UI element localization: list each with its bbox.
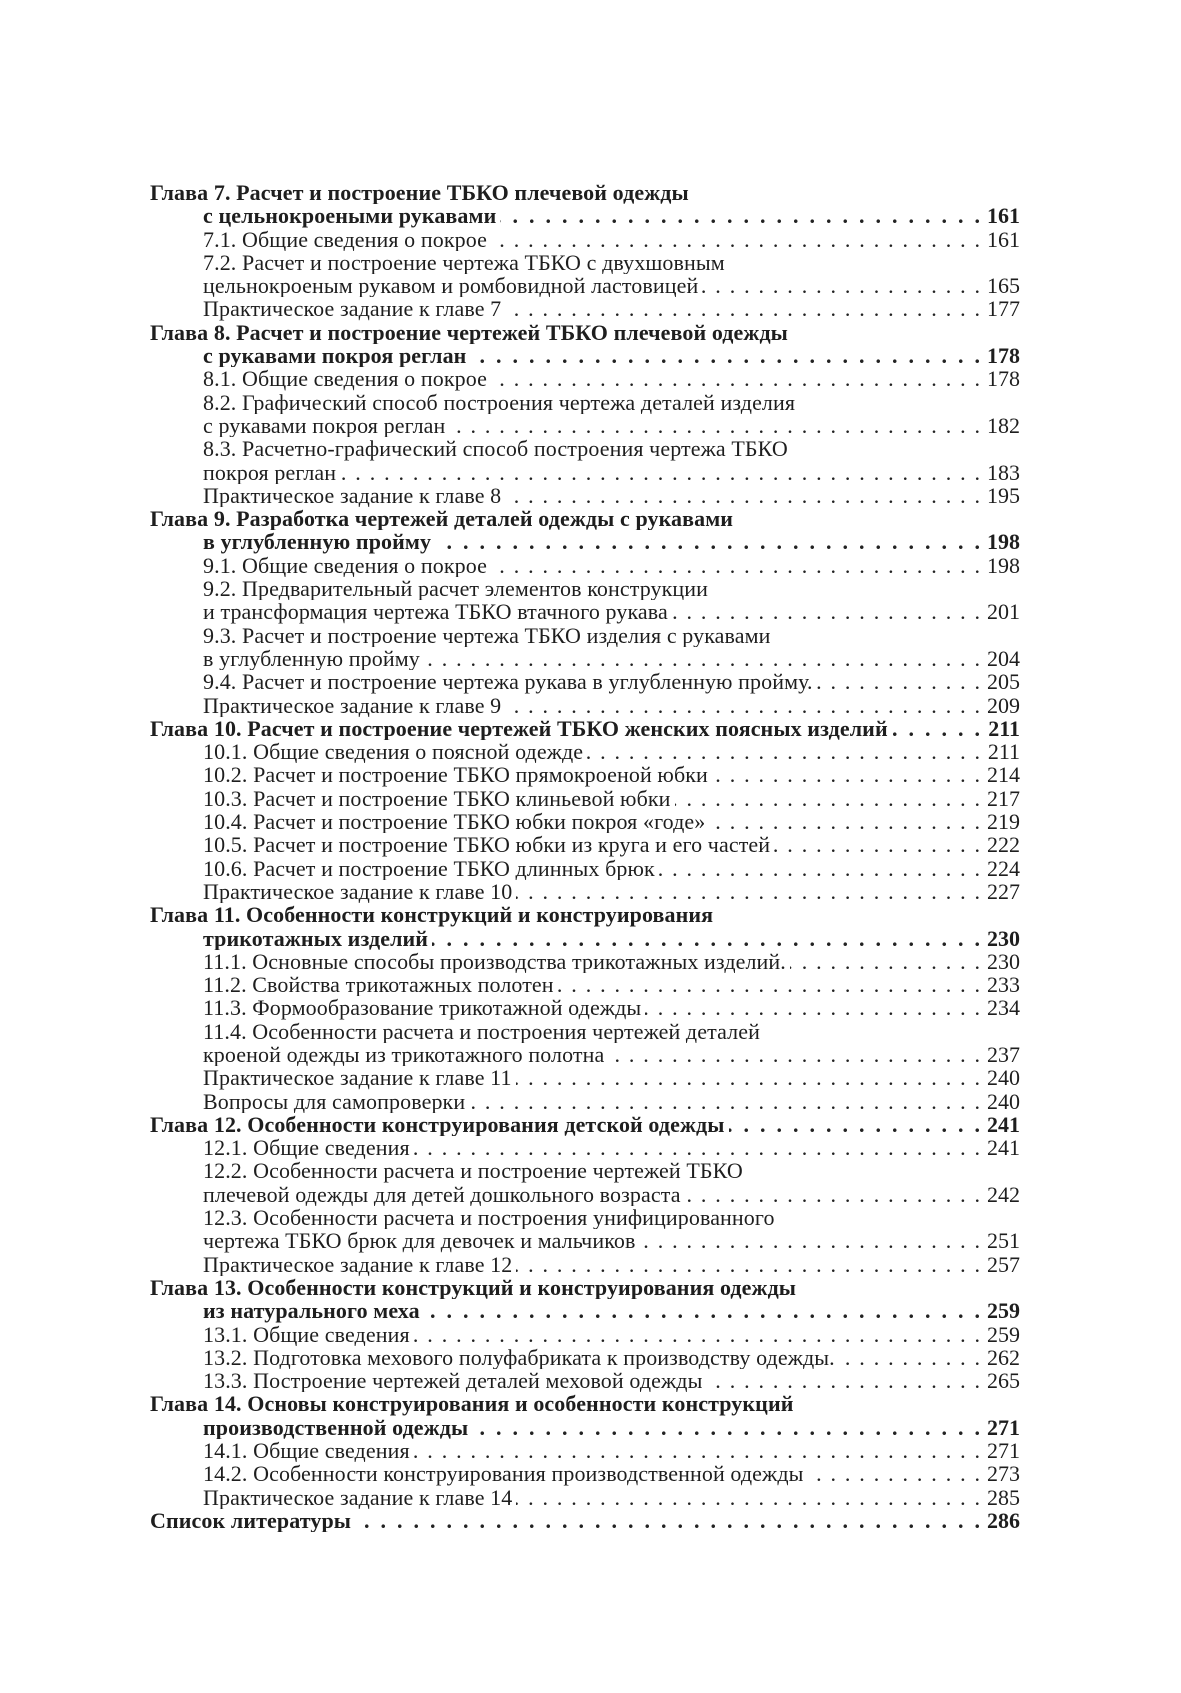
toc-entry-title: 9.3. Расчет и построение чертежа ТБКО изделия с рукавами [203, 623, 771, 647]
toc-page-number: 205 [987, 670, 1020, 694]
toc-entry-title: 14.1. Общие сведения [203, 1439, 410, 1463]
toc-entry [150, 670, 1020, 693]
toc-entry-title: 14.2. Особенности конструирования производственной одежды [203, 1462, 804, 1486]
toc-entry [150, 1136, 1020, 1159]
toc-entry [150, 367, 1020, 390]
toc-entry-title: 10.1. Общие сведения о поясной одежде [203, 740, 584, 764]
dot-leader [639, 1229, 980, 1252]
toc-page-number: 198 [987, 530, 1020, 554]
toc-page-number: 233 [987, 973, 1020, 997]
toc-page-number: 201 [987, 600, 1020, 624]
toc-page-number: 165 [987, 274, 1020, 298]
toc-page-number: 217 [987, 786, 1020, 811]
toc-entry [150, 1020, 1020, 1043]
dot-leader [685, 1183, 980, 1206]
toc-entry [150, 833, 1020, 856]
toc-page-number: 234 [987, 996, 1020, 1020]
toc-entry-title: 10.3. Расчет и построение ТБКО клиньевой юбки [203, 786, 671, 811]
toc-chapter-heading [150, 1509, 1020, 1532]
toc-entry-title: Глава 13. Особенности конструкций и конструирования одежды [150, 1275, 797, 1300]
toc-page-number: 240 [987, 1066, 1020, 1090]
toc-entry-title: 11.3. Формообразование трикотажной одежды [203, 996, 642, 1020]
toc-entry [150, 1416, 1020, 1439]
toc-entry [150, 554, 1020, 577]
dot-leader [500, 204, 980, 227]
toc-entry [150, 1323, 1020, 1346]
toc-entry-title: Практическое задание к главе 9 [203, 693, 502, 717]
toc-page-number: 204 [987, 646, 1020, 671]
dot-leader [706, 1369, 980, 1392]
toc-entry [150, 1299, 1020, 1322]
toc-chapter-heading [150, 717, 1020, 740]
toc-page-number: 178 [987, 344, 1020, 368]
dot-leader [790, 950, 980, 973]
toc-entry [150, 414, 1020, 437]
dot-leader [774, 833, 980, 856]
toc-entry-title: 7.2. Расчет и построение чертежа ТБКО с двухшовным [203, 250, 725, 275]
toc-entry [150, 810, 1020, 833]
toc-page-number: 241 [987, 1112, 1020, 1137]
dot-leader [414, 1136, 980, 1159]
toc-page-number: 178 [987, 367, 1020, 391]
toc-page-number: 219 [987, 810, 1020, 834]
toc-entry [150, 857, 1020, 880]
toc-chapter-heading [150, 321, 1020, 344]
dot-leader [675, 787, 980, 810]
toc-page-number: 177 [987, 297, 1020, 321]
toc-entry [150, 1206, 1020, 1229]
toc-page-number: 242 [987, 1182, 1020, 1207]
toc-entry-title: кроеной одежды из трикотажного полотна [203, 1042, 605, 1067]
toc-entry-title: Глава 9. Разработка чертежей деталей одежды с рукавами [150, 507, 734, 531]
toc-page-number: 241 [987, 1136, 1020, 1160]
toc-page-number: 214 [987, 763, 1020, 787]
dot-leader [558, 973, 980, 996]
dot-leader [472, 1416, 980, 1439]
toc-page-number: 198 [987, 553, 1020, 578]
table-of-contents [150, 181, 1020, 1532]
toc-entry-title: 8.2. Графический способ построения чертежа деталей изделия [203, 390, 796, 414]
dot-leader [424, 1299, 980, 1322]
toc-page-number: 211 [988, 716, 1020, 741]
toc-entry-title: 13.2. Подготовка мехового полуфабриката к производству одежды. [203, 1345, 835, 1370]
toc-entry-title: 7.1. Общие сведения о покрое [203, 227, 487, 251]
toc-entry-title: с рукавами покроя реглан [203, 413, 446, 438]
dot-leader [659, 857, 980, 880]
toc-entry [150, 880, 1020, 903]
toc-page-number: 230 [987, 926, 1020, 950]
toc-entry [150, 600, 1020, 623]
toc-entry [150, 1090, 1020, 1113]
toc-entry-title: производственной одежды [203, 1415, 469, 1440]
toc-entry-title: Практическое задание к главе 12 [203, 1252, 513, 1276]
toc-entry-title: с цельнокроеными рукавами [203, 204, 497, 228]
dot-leader [587, 740, 980, 763]
toc-entry [150, 1159, 1020, 1182]
toc-entry-title: 8.3. Расчетно-графический способ построения чертежа ТБКО [203, 437, 788, 461]
toc-page-number: 237 [987, 1042, 1020, 1067]
toc-entry [150, 927, 1020, 950]
dot-leader [892, 717, 980, 740]
toc-entry-title: Список литературы [150, 1508, 352, 1533]
toc-entry [150, 787, 1020, 810]
toc-entry-title: покроя реглан [203, 460, 337, 484]
dot-leader [808, 1462, 980, 1485]
toc-chapter-heading [150, 903, 1020, 926]
toc-page-number: 257 [987, 1252, 1020, 1276]
toc-entry-title: Практическое задание к главе 10 [203, 879, 513, 904]
dot-leader [491, 554, 980, 577]
dot-leader [839, 1346, 980, 1369]
toc-entry-title: Практическое задание к главе 11 [203, 1066, 512, 1090]
dot-leader [491, 228, 980, 251]
toc-entry-title: 13.3. Построение чертежей деталей меховой одежды [203, 1369, 703, 1393]
toc-page-number: 271 [987, 1415, 1020, 1440]
toc-page-number: 251 [987, 1229, 1020, 1253]
toc-entry [150, 1043, 1020, 1066]
dot-leader [470, 344, 980, 367]
toc-entry-title: Глава 8. Расчет и построение чертежей ТБКО плечевой одежды [150, 320, 788, 345]
dot-leader [491, 367, 980, 390]
toc-entry-title: Практическое задание к главе 8 [203, 483, 502, 508]
dot-leader [645, 996, 980, 1019]
toc-entry-title: чертежа ТБКО брюк для девочек и мальчиков [203, 1229, 636, 1253]
toc-entry-title: цельнокроеным рукавом и ромбовидной ластовицей [203, 274, 699, 298]
dot-leader [432, 927, 980, 950]
toc-entry [150, 647, 1020, 670]
toc-entry [150, 228, 1020, 251]
toc-entry-title: Практическое задание к главе 7 [203, 297, 502, 321]
toc-entry-title: из натурального меха [203, 1299, 420, 1323]
dot-leader [672, 600, 980, 623]
toc-entry-title: 12.2. Особенности расчета и построение чертежей ТБКО [203, 1159, 743, 1183]
toc-entry-title: 11.2. Свойства трикотажных полотен [203, 973, 554, 997]
dot-leader [702, 274, 980, 297]
toc-entry [150, 391, 1020, 414]
toc-entry [150, 461, 1020, 484]
toc-entry-title: 10.6. Расчет и построение ТБКО длинных брюк [203, 856, 655, 880]
toc-page-number: 195 [987, 483, 1020, 508]
dot-leader [469, 1090, 980, 1113]
toc-entry-title: Глава 7. Расчет и построение ТБКО плечевой одежды [150, 181, 689, 205]
dot-leader [449, 414, 980, 437]
toc-page-number: 265 [987, 1369, 1020, 1393]
toc-page-number: 286 [987, 1508, 1020, 1533]
toc-entry [150, 1486, 1020, 1509]
dot-leader [516, 1066, 980, 1089]
dot-leader [516, 1253, 980, 1276]
toc-entry-title: Глава 12. Особенности конструирования детской одежды [150, 1112, 725, 1137]
toc-entry-title: 8.1. Общие сведения о покрое [203, 367, 487, 391]
toc-entry-title: 11.4. Особенности расчета и построения чертежей деталей [203, 1019, 760, 1043]
toc-page-number: 224 [987, 856, 1020, 880]
dot-leader [505, 484, 980, 507]
toc-entry-title: 11.1. Основные способы производства трикотажных изделий. [203, 949, 786, 974]
dot-leader [608, 1043, 980, 1066]
toc-page-number: 230 [987, 949, 1020, 974]
toc-entry [150, 274, 1020, 297]
toc-entry [150, 763, 1020, 786]
toc-page-number: 161 [987, 227, 1020, 251]
toc-page-number: 273 [987, 1462, 1020, 1486]
toc-page-number: 240 [987, 1089, 1020, 1113]
toc-entry-title: плечевой одежды для детей дошкольного возраста [203, 1182, 681, 1207]
toc-page-number: 271 [987, 1439, 1020, 1463]
toc-entry-title: Практическое задание к главе 14 [203, 1485, 513, 1509]
toc-entry [150, 950, 1020, 973]
toc-entry-title: Глава 11. Особенности конструкций и конструирования [150, 903, 714, 927]
dot-leader [340, 461, 980, 484]
dot-leader [424, 647, 980, 670]
toc-entry [150, 484, 1020, 507]
toc-page-number: 182 [987, 413, 1020, 438]
toc-entry [150, 1439, 1020, 1462]
dot-leader [817, 670, 980, 693]
toc-entry-title: Глава 14. Основы конструирования и особенности конструкций [150, 1392, 794, 1416]
toc-entry [150, 297, 1020, 320]
toc-page-number: 161 [987, 204, 1020, 228]
toc-entry [150, 251, 1020, 274]
toc-entry [150, 1253, 1020, 1276]
toc-entry [150, 1183, 1020, 1206]
toc-page-number: 259 [987, 1322, 1020, 1346]
toc-entry [150, 740, 1020, 763]
toc-entry-title: 9.2. Предварительный расчет элементов конструкции [203, 577, 709, 601]
dot-leader [712, 763, 980, 786]
toc-page-number: 227 [987, 879, 1020, 904]
toc-entry [150, 973, 1020, 996]
toc-entry [150, 1066, 1020, 1089]
toc-entry [150, 577, 1020, 600]
toc-entry-title: 12.1. Общие сведения [203, 1136, 410, 1160]
toc-entry [150, 1369, 1020, 1392]
toc-chapter-heading [150, 1113, 1020, 1136]
toc-entry-title: 10.2. Расчет и построение ТБКО прямокроеной юбки [203, 763, 708, 787]
toc-entry-title: 10.4. Расчет и построение ТБКО юбки покроя «годе» [203, 810, 706, 834]
toc-entry-title: Глава 10. Расчет и построение чертежей ТБКО женских поясных изделий [150, 716, 888, 741]
dot-leader [505, 297, 980, 320]
toc-entry-title: трикотажных изделий [203, 926, 429, 950]
toc-entry [150, 694, 1020, 717]
toc-entry-title: Вопросы для самопроверки [203, 1089, 466, 1113]
toc-page-number: 183 [987, 460, 1020, 484]
toc-entry [150, 204, 1020, 227]
toc-page-number: 285 [987, 1485, 1020, 1509]
toc-entry-title: и трансформация чертежа ТБКО втачного рукава [203, 600, 668, 624]
toc-page-number: 259 [987, 1299, 1020, 1323]
toc-entry [150, 437, 1020, 460]
toc-chapter-heading [150, 181, 1020, 204]
toc-entry-title: в углубленную пройму [203, 530, 432, 554]
toc-entry [150, 344, 1020, 367]
toc-chapter-heading [150, 1392, 1020, 1415]
dot-leader [516, 880, 980, 903]
dot-leader [516, 1486, 980, 1509]
toc-entry-title: 10.5. Расчет и построение ТБКО юбки из круга и его частей [203, 833, 771, 857]
dot-leader [355, 1509, 980, 1532]
dot-leader [505, 694, 980, 717]
toc-page-number: 211 [987, 740, 1020, 764]
toc-entry [150, 624, 1020, 647]
dot-leader [435, 530, 980, 553]
toc-entry [150, 1346, 1020, 1369]
toc-page-number: 222 [987, 833, 1020, 857]
dot-leader [414, 1323, 980, 1346]
toc-entry-title: 9.4. Расчет и построение чертежа рукава в углубленную пройму. [203, 670, 813, 694]
dot-leader [709, 810, 980, 833]
toc-entry [150, 530, 1020, 553]
toc-entry [150, 1229, 1020, 1252]
toc-entry-title: в углубленную пройму [203, 646, 420, 671]
toc-entry-title: 9.1. Общие сведения о покрое [203, 553, 487, 578]
toc-entry-title: с рукавами покроя реглан [203, 344, 467, 368]
dot-leader [414, 1439, 980, 1462]
toc-entry-title: 13.1. Общие сведения [203, 1322, 410, 1346]
toc-entry [150, 1462, 1020, 1485]
toc-entry [150, 996, 1020, 1019]
toc-page-number: 209 [987, 693, 1020, 717]
toc-page-number: 262 [987, 1345, 1020, 1370]
dot-leader [729, 1113, 980, 1136]
toc-entry-title: 12.3. Особенности расчета и построения унифицированного [203, 1206, 775, 1230]
toc-chapter-heading [150, 507, 1020, 530]
toc-chapter-heading [150, 1276, 1020, 1299]
